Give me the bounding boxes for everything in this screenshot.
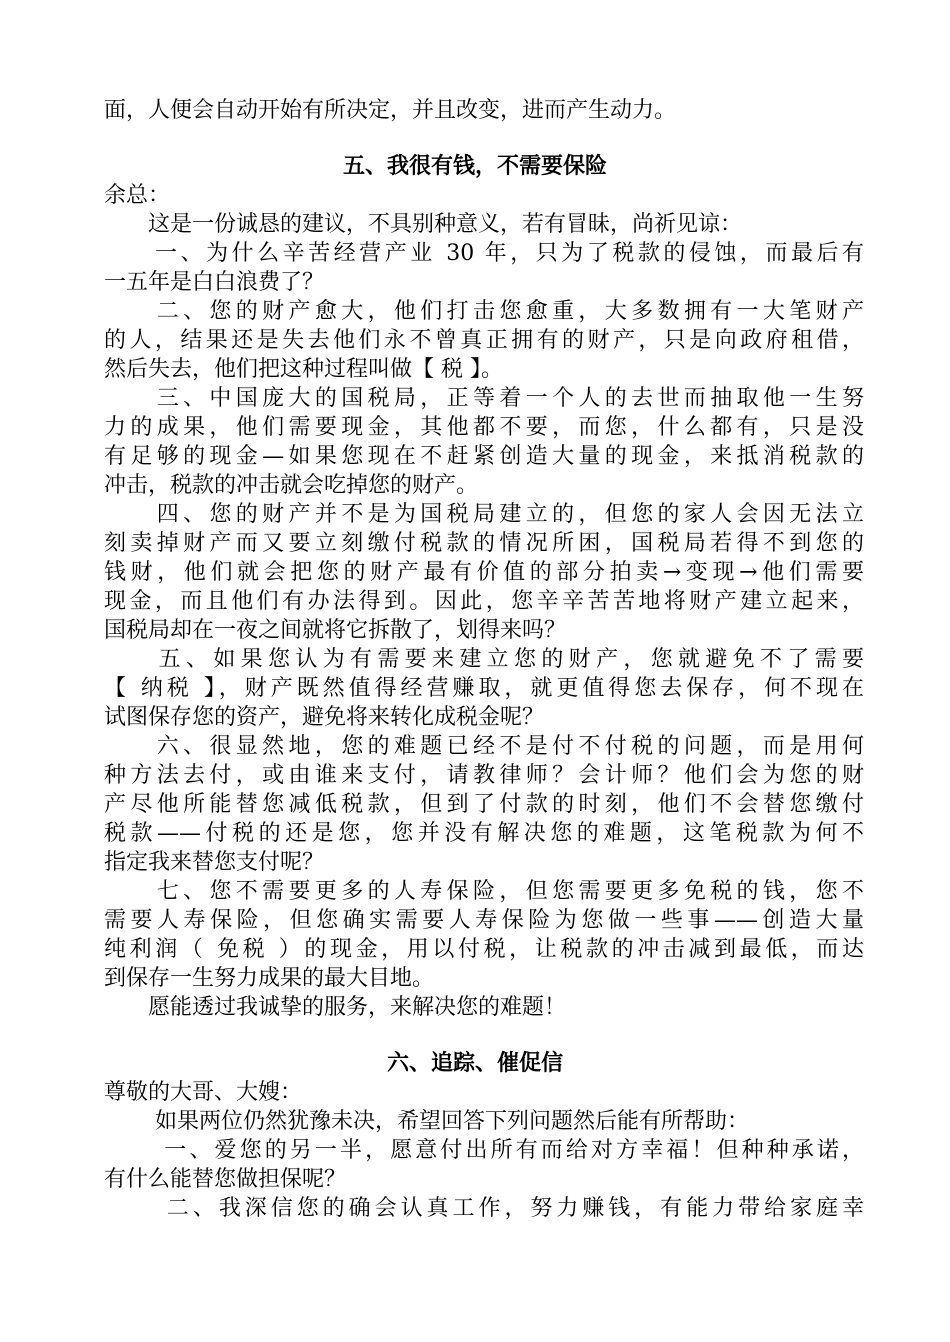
section-heading-6: 六、追踪、催促信 xyxy=(386,1051,563,1076)
paragraph-line: 【 纳税 】，财产既然值得经营赚取，就更值得您去保存，何不现在 xyxy=(104,676,864,701)
paragraph-line: 五、如果您认为有需要来建立您的财产，您就避免不了需要 xyxy=(104,647,864,672)
paragraph-line: 四、您的财产并不是为国税局建立的，但您的家人会因无法立 xyxy=(104,502,864,527)
paragraph-line: 面，人便会自动开始有所决定，并且改变，进而产生动力。 xyxy=(104,98,677,123)
paragraph-line: 的人，结果还是失去他们永不曾真正拥有的财产，只是向政府租借， xyxy=(104,328,864,353)
paragraph-line: 现金，而且他们有办法得到。因此，您辛辛苦苦地将财产建立起来， xyxy=(104,589,864,614)
salutation: 余总： xyxy=(104,183,171,208)
paragraph-line: 如果两位仍然犹豫未决，希望回答下列问题然后能有所帮助： xyxy=(104,1109,749,1134)
paragraph-line: 一五年是白白浪费了？ xyxy=(104,270,325,295)
paragraph-line: 三、中国庞大的国税局，正等着一个人的去世而抽取他一生努 xyxy=(104,386,864,411)
paragraph-line: 到保存一生努力成果的最大目地。 xyxy=(104,966,435,991)
paragraph-line: 指定我来替您支付呢？ xyxy=(104,850,325,875)
paragraph-line: 冲击，税款的冲击就会吃掉您的财产。 xyxy=(104,473,479,498)
paragraph-line: 税款——付税的还是您，您并没有解决您的难题，这笔税款为何不 xyxy=(104,821,864,846)
paragraph-line: 纯利润（ 免税 ）的现金，用以付税，让税款的冲击减到最低，而达 xyxy=(104,937,864,962)
paragraph-line: 种方法去付，或由谁来支付，请教律师？会计师？他们会为您的财 xyxy=(104,763,864,788)
paragraph-line: 一、为什么辛苦经营产业 30 年，只为了税款的侵蚀，而最后有 xyxy=(104,241,864,266)
section-heading-5: 五、我很有钱，不需要保险 xyxy=(342,154,607,179)
paragraph-line: 需要人寿保险，但您确实需要人寿保险为您做一些事——创造大量 xyxy=(104,908,864,933)
paragraph-line: 有什么能替您做担保呢？ xyxy=(104,1167,347,1192)
salutation: 尊敬的大哥、大嫂： xyxy=(104,1080,303,1105)
paragraph-line: 六、很显然地，您的难题已经不是付不付税的问题，而是用何 xyxy=(104,734,864,759)
paragraph-line: 刻卖掉财产而又要立刻缴付税款的情况所困，国税局若得不到您的 xyxy=(104,531,864,556)
paragraph-line: 国税局却在一夜之间就将它拆散了，划得来吗？ xyxy=(104,618,567,643)
paragraph-line: 一、爱您的另一半，愿意付出所有而给对方幸福！但种种承诺， xyxy=(104,1138,864,1163)
paragraph-line: 然后失去，他们把这种过程叫做【 税 】。 xyxy=(104,357,503,382)
paragraph-line: 二、您的财产愈大，他们打击您愈重，大多数拥有一大笔财产 xyxy=(104,299,864,324)
closing-line: 愿能透过我诚挚的服务，来解决您的难题！ xyxy=(104,995,567,1020)
paragraph-line: 产尽他所能替您减低税款，但到了付款的时刻，他们不会替您缴付 xyxy=(104,792,864,817)
paragraph-line: 二、我深信您的确会认真工作，努力赚钱，有能力带给家庭幸 xyxy=(104,1196,864,1221)
paragraph-line: 力的成果，他们需要现金，其他都不要，而您，什么都有，只是没 xyxy=(104,415,864,440)
paragraph-line: 有足够的现金—如果您现在不赶紧创造大量的现金，来抵消税款的 xyxy=(104,444,864,469)
paragraph-line: 这是一份诚恳的建议，不具别种意义，若有冒昧，尚祈见谅： xyxy=(104,212,743,237)
paragraph-line: 七、您不需要更多的人寿保险，但您需要更多免税的钱，您不 xyxy=(104,879,864,904)
paragraph-line: 钱财，他们就会把您的财产最有价值的部分拍卖→变现→他们需要 xyxy=(104,560,864,585)
paragraph-line: 试图保存您的资产，避免将来转化成税金呢？ xyxy=(104,705,545,730)
